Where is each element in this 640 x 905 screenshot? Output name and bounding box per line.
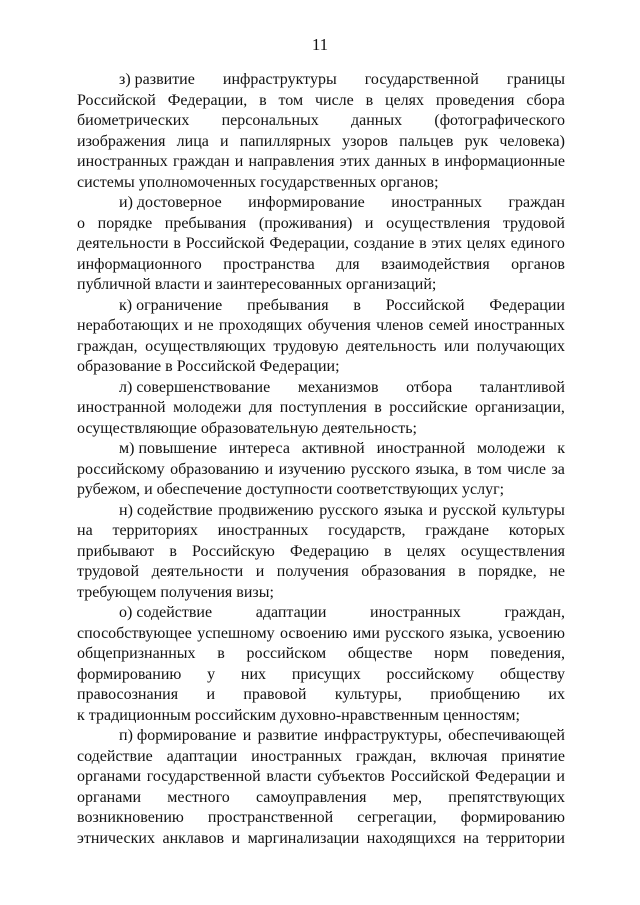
word: и bbox=[264, 460, 274, 478]
word: адаптации bbox=[255, 604, 327, 621]
list-item bbox=[77, 439, 565, 501]
word: обществе bbox=[347, 645, 413, 662]
word: и bbox=[255, 563, 265, 580]
word: обеспечивающей bbox=[448, 727, 565, 744]
word: пространственной bbox=[207, 809, 334, 826]
text-line bbox=[77, 829, 565, 850]
word: требующем получения визы; bbox=[77, 583, 274, 601]
text-line bbox=[77, 460, 565, 481]
word: российские bbox=[389, 399, 468, 416]
word: в bbox=[353, 296, 361, 314]
word: и bbox=[220, 132, 229, 150]
word: норм bbox=[434, 645, 469, 662]
text-line bbox=[77, 398, 565, 419]
word: не bbox=[197, 317, 214, 334]
word: правосознания bbox=[77, 686, 179, 703]
word: и) достоверное bbox=[119, 194, 222, 211]
word: обучения bbox=[307, 317, 371, 334]
text-line bbox=[77, 439, 565, 460]
word: проходящих bbox=[218, 317, 303, 334]
word: иностранных bbox=[77, 153, 168, 170]
word: и bbox=[242, 727, 252, 744]
word: русского bbox=[350, 460, 411, 478]
word: власти bbox=[266, 768, 312, 785]
word: включая bbox=[430, 747, 488, 765]
word: и bbox=[556, 768, 565, 785]
word: территориях bbox=[112, 522, 198, 539]
text-line bbox=[77, 91, 565, 112]
word: взаимодействия bbox=[381, 255, 490, 273]
text-line bbox=[77, 378, 565, 399]
word: к) ограничение bbox=[119, 296, 223, 314]
word: проведения bbox=[435, 91, 515, 109]
word: в bbox=[217, 645, 225, 662]
word: интереса bbox=[228, 440, 290, 457]
word: в bbox=[365, 91, 374, 109]
word: языка bbox=[383, 501, 424, 519]
word: иностранной bbox=[376, 440, 466, 457]
word: усвоению bbox=[498, 624, 565, 642]
word: в bbox=[464, 460, 472, 478]
list-item bbox=[77, 378, 565, 440]
word: Российской bbox=[385, 296, 465, 314]
word: иностранной bbox=[77, 399, 166, 416]
word: получения bbox=[276, 563, 349, 580]
word: данных bbox=[351, 112, 403, 129]
word: системы уполномоченных государственных органов; bbox=[77, 173, 439, 191]
word: порядке, bbox=[478, 563, 537, 580]
word: или bbox=[443, 337, 470, 355]
word: иностранных bbox=[391, 194, 483, 211]
word: находящихся bbox=[366, 829, 456, 847]
word: на bbox=[463, 829, 479, 847]
word: и bbox=[428, 501, 438, 519]
word: целях bbox=[466, 235, 506, 252]
word: том bbox=[477, 460, 502, 478]
word: изучению bbox=[278, 460, 346, 478]
word: иностранных bbox=[370, 604, 461, 621]
word: трудовую bbox=[273, 337, 339, 355]
word: пространства bbox=[223, 255, 315, 273]
text-line bbox=[77, 173, 565, 194]
word: механизмов bbox=[297, 378, 379, 396]
list-item bbox=[77, 603, 565, 726]
word: деятельности bbox=[151, 563, 244, 580]
word: активной bbox=[301, 440, 365, 457]
word: самоуправления bbox=[256, 788, 367, 806]
text-line bbox=[77, 255, 565, 276]
word: граждан bbox=[173, 153, 230, 170]
word: порядке bbox=[97, 214, 153, 232]
word: папиллярных bbox=[239, 132, 331, 150]
text-line bbox=[77, 521, 565, 542]
text-line bbox=[77, 337, 565, 358]
word: общепризнанных bbox=[77, 645, 196, 662]
text-line bbox=[77, 70, 565, 91]
word: российскому bbox=[77, 460, 165, 478]
word: Российской bbox=[390, 768, 470, 785]
word: приобщению bbox=[430, 686, 521, 703]
word: и bbox=[231, 829, 241, 847]
list-item bbox=[77, 726, 565, 849]
word: государственной bbox=[146, 768, 261, 785]
word: препятствующих bbox=[448, 788, 565, 806]
word: пребывания bbox=[247, 296, 329, 314]
word: границы bbox=[506, 71, 565, 88]
word: в bbox=[259, 91, 267, 109]
text-line bbox=[77, 767, 565, 788]
word: не bbox=[549, 563, 565, 580]
word: узоров bbox=[342, 132, 388, 150]
word: трудовой bbox=[502, 214, 565, 232]
word: органами bbox=[77, 768, 142, 785]
word: в bbox=[458, 563, 466, 580]
text-line bbox=[77, 296, 565, 317]
word: том bbox=[278, 91, 304, 109]
word: культуры, bbox=[334, 686, 402, 703]
text-line bbox=[77, 214, 565, 235]
word: русского bbox=[385, 624, 445, 642]
word: которых bbox=[508, 522, 565, 539]
word: ими bbox=[352, 624, 380, 642]
word: для bbox=[248, 399, 273, 416]
word: их bbox=[548, 686, 565, 703]
word: в bbox=[169, 542, 177, 560]
word: в bbox=[384, 542, 392, 560]
word: языка, bbox=[449, 624, 493, 642]
text-line bbox=[77, 706, 565, 727]
word: числе bbox=[507, 460, 546, 478]
word: Российской bbox=[77, 91, 156, 109]
text-line bbox=[77, 808, 565, 829]
word: органов bbox=[511, 255, 565, 273]
word: отбора bbox=[406, 378, 453, 396]
word: Федерации, bbox=[167, 91, 248, 109]
word: них bbox=[240, 665, 267, 683]
word: прибывают bbox=[77, 542, 155, 560]
word: пребывания bbox=[164, 214, 247, 232]
page-number: 11 bbox=[311, 35, 329, 54]
word: граждан, bbox=[77, 337, 138, 355]
word: в bbox=[419, 235, 427, 252]
word: Российской bbox=[185, 235, 265, 252]
text-line bbox=[77, 685, 565, 706]
text-line bbox=[77, 275, 565, 296]
word: успешному bbox=[197, 624, 275, 642]
word: российскому bbox=[386, 665, 475, 683]
word: обществу bbox=[499, 665, 565, 683]
word: сбора bbox=[526, 91, 565, 109]
word: поступления bbox=[279, 399, 367, 416]
word: направления bbox=[248, 153, 335, 170]
word: (фотографического bbox=[434, 112, 565, 129]
word: и bbox=[184, 317, 193, 334]
word: местного bbox=[167, 788, 230, 806]
text-line bbox=[77, 542, 565, 563]
word: содействие bbox=[77, 747, 153, 765]
text-line bbox=[77, 152, 565, 173]
word: русской bbox=[442, 501, 497, 519]
text-line bbox=[77, 419, 565, 440]
word: формированию bbox=[460, 809, 565, 826]
list-item bbox=[77, 296, 565, 378]
word: в bbox=[374, 399, 382, 416]
word: н) содействие bbox=[119, 501, 213, 519]
word: лица bbox=[176, 132, 209, 150]
text-line bbox=[77, 624, 565, 645]
word: анклавов bbox=[162, 829, 224, 847]
word: поведения, bbox=[490, 645, 565, 662]
word: единого bbox=[510, 235, 565, 252]
word: в bbox=[173, 235, 181, 252]
word: к bbox=[557, 440, 565, 457]
word: Федерации bbox=[489, 296, 565, 314]
word: и bbox=[234, 153, 244, 170]
text-line bbox=[77, 234, 565, 255]
word: освоению bbox=[279, 624, 348, 642]
text-line bbox=[77, 357, 565, 378]
word: талантливой bbox=[479, 378, 565, 396]
word: граждане bbox=[425, 522, 489, 539]
text-line bbox=[77, 726, 565, 747]
word: информирование bbox=[248, 194, 365, 211]
word: формированию bbox=[77, 665, 182, 683]
word: пальцев bbox=[399, 132, 454, 150]
word: государств, bbox=[328, 522, 406, 539]
text-line bbox=[77, 132, 565, 153]
word: органами bbox=[77, 788, 142, 806]
word: продвижению bbox=[218, 501, 314, 519]
word: инфраструктуры, bbox=[324, 727, 442, 744]
word: российском bbox=[246, 645, 327, 662]
text-line bbox=[77, 665, 565, 686]
text-line bbox=[77, 501, 565, 522]
word: в bbox=[431, 153, 440, 170]
word: и bbox=[364, 214, 374, 232]
word: данных bbox=[375, 153, 427, 170]
word: числе bbox=[314, 91, 354, 109]
word: способствующее bbox=[77, 624, 192, 642]
word: рубежом, и обеспечение доступности соответствующих услуг; bbox=[77, 481, 505, 498]
word: целях bbox=[406, 542, 446, 560]
word: маргинализации bbox=[247, 829, 360, 847]
word: сегрегации, bbox=[357, 809, 437, 826]
word: образованию bbox=[170, 460, 260, 478]
word: организации, bbox=[475, 399, 565, 416]
text-line bbox=[77, 583, 565, 604]
word: для bbox=[336, 255, 360, 273]
word: целях bbox=[385, 91, 425, 109]
word: инфраструктуры bbox=[222, 71, 337, 88]
word: рук bbox=[464, 132, 489, 150]
word: деятельность bbox=[346, 337, 437, 355]
word: этих bbox=[431, 235, 462, 252]
word: получающих bbox=[476, 337, 565, 355]
word: за bbox=[551, 460, 565, 478]
text-line bbox=[77, 193, 565, 214]
text-line bbox=[77, 111, 565, 132]
word: неработающих bbox=[77, 317, 179, 334]
word: территории bbox=[486, 829, 565, 847]
list-item bbox=[77, 70, 565, 193]
word: л) совершенствование bbox=[119, 378, 271, 396]
word: иностранных bbox=[474, 317, 565, 334]
word: этих bbox=[339, 153, 371, 170]
word: государственной bbox=[364, 71, 479, 88]
word: адаптации bbox=[166, 747, 238, 765]
text-line bbox=[77, 747, 565, 768]
word: Федерацию bbox=[289, 542, 369, 560]
list-item bbox=[77, 193, 565, 296]
word: образование в Российской Федерации; bbox=[77, 358, 340, 375]
word: иностранных bbox=[251, 747, 342, 765]
word: присущих bbox=[291, 665, 361, 683]
text-line bbox=[77, 316, 565, 337]
word: развитие bbox=[257, 727, 318, 744]
word: Российскую bbox=[192, 542, 275, 560]
document-body bbox=[77, 70, 565, 849]
word: у bbox=[207, 665, 216, 683]
word: русского bbox=[319, 501, 379, 519]
word: принятие bbox=[501, 747, 565, 765]
word: к традиционным российским духовно-нравственным ценностям; bbox=[77, 706, 520, 724]
text-line bbox=[77, 562, 565, 583]
word: осуществления bbox=[460, 542, 565, 560]
word: (проживания) bbox=[258, 214, 353, 232]
word: биометрических bbox=[77, 112, 190, 129]
word: граждан bbox=[508, 194, 565, 211]
text-line bbox=[77, 644, 565, 665]
word: Федерации bbox=[475, 768, 551, 785]
word: семей bbox=[428, 317, 469, 334]
word: правовой bbox=[243, 686, 307, 703]
word: молодежи bbox=[173, 399, 242, 416]
word: информационного bbox=[77, 255, 202, 273]
word: трудовой bbox=[77, 563, 140, 580]
text-line bbox=[77, 788, 565, 809]
word: осуществляющих bbox=[145, 337, 266, 355]
word: граждан, bbox=[355, 747, 417, 765]
word: персональных bbox=[221, 112, 319, 129]
word: информационные bbox=[444, 153, 565, 170]
word: Федерации, bbox=[269, 235, 349, 252]
word: языка, bbox=[415, 460, 459, 478]
word: м) повышение bbox=[119, 440, 217, 457]
list-item bbox=[77, 501, 565, 604]
word: осуществления bbox=[386, 214, 491, 232]
word: деятельности bbox=[77, 235, 169, 252]
word: на bbox=[77, 522, 93, 539]
word: членов bbox=[376, 317, 424, 334]
word: о bbox=[77, 214, 85, 232]
word: человека) bbox=[499, 132, 565, 150]
text-line bbox=[77, 603, 565, 624]
word: молодежи bbox=[477, 440, 546, 457]
text-line bbox=[77, 480, 565, 501]
word: мер, bbox=[392, 788, 422, 806]
word: о) содействие bbox=[119, 604, 213, 621]
word: изображения bbox=[77, 132, 166, 150]
word: субъектов bbox=[317, 768, 385, 785]
word: осуществляющие образовательную деятельность; bbox=[77, 419, 417, 437]
word: культуры bbox=[501, 501, 565, 519]
word: и bbox=[206, 686, 215, 703]
word: этнических bbox=[77, 829, 155, 847]
word: иностранных bbox=[217, 522, 309, 539]
word: возникновению bbox=[77, 809, 184, 826]
word: п) формирование bbox=[119, 727, 237, 744]
word: з) развитие bbox=[119, 71, 195, 88]
word: публичной власти и заинтересованных организаций; bbox=[77, 276, 437, 293]
word: образования bbox=[361, 563, 446, 580]
word: создание bbox=[353, 235, 415, 252]
word: граждан, bbox=[504, 604, 565, 621]
